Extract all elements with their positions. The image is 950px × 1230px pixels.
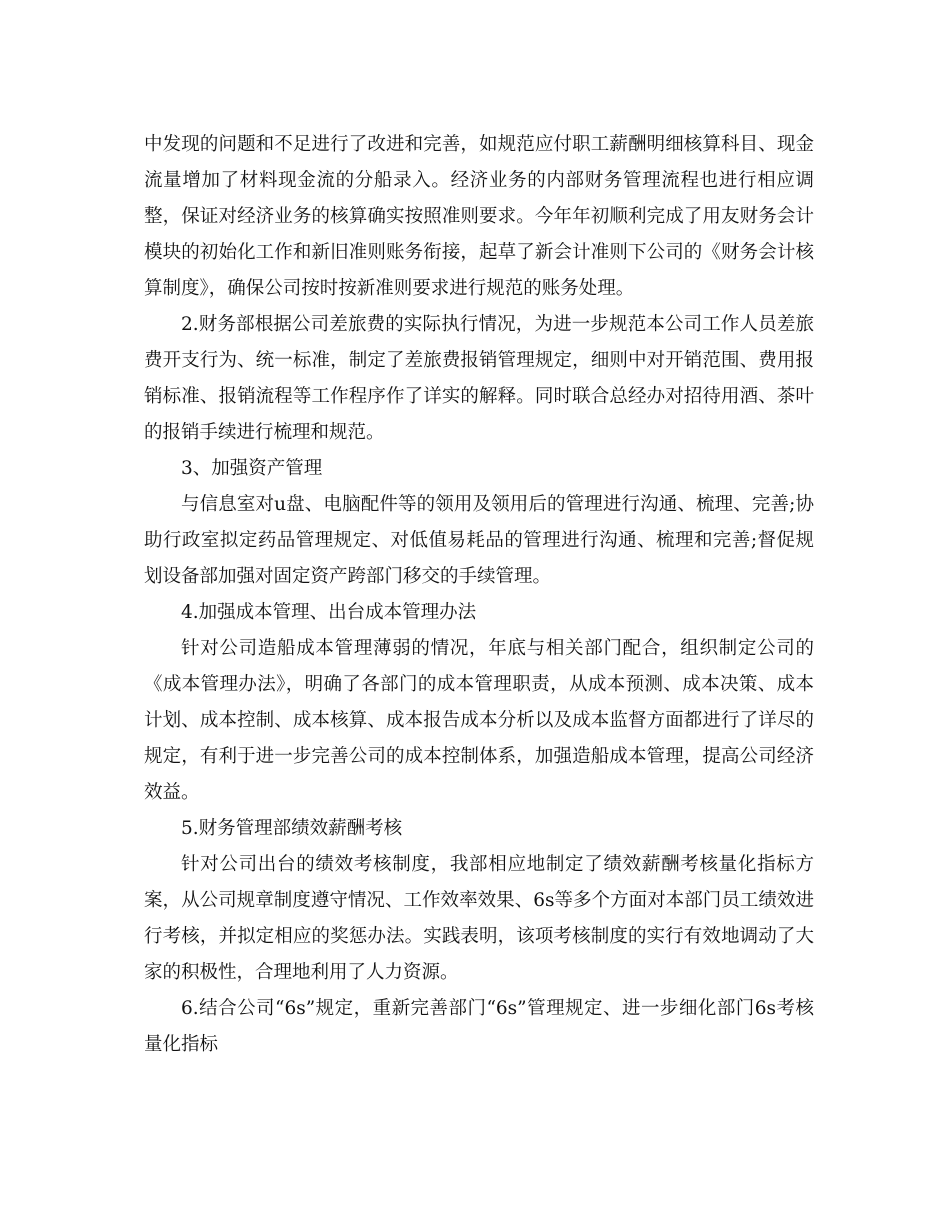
paragraph-continuation: 中发现的问题和不足进行了改进和完善，如规范应付职工薪酬明细核算科目、现金流量增加了材料现金流的分船录入。经济业务的内部财务管理流程也进行相应调整，保证对经济业务的核算确实按照准则要求。今年年初顺利完成了用友财务会计模块的初始化工作和新旧准则账务衔接，起草了新会计准则下公司的《财务会计核算制度》，确保公司按时按新准则要求进行规范的账务处理。	[144, 134, 814, 299]
paragraph-6s-rules: 6.结合公司“6s”规定，重新完善部门“6s”管理规定、进一步细化部门6s考核量化指标	[144, 998, 814, 1055]
paragraph-travel-expense: 2.财务部根据公司差旅费的实际执行情况，为进一步规范本公司工作人员差旅费开支行为、统一标准，制定了差旅费报销管理规定，细则中对开销范围、费用报销标准、报销流程等工作程序作了详实的解释。同时联合总经办对招待用酒、茶叶的报销手续进行梳理和规范。	[144, 314, 814, 443]
section-heading-asset-management: 3、加强资产管理	[181, 458, 323, 479]
paragraph-performance-review: 针对公司出台的绩效考核制度，我部相应地制定了绩效薪酬考核量化指标方案，从公司规章制度遵守情况、工作效率效果、6s等多个方面对本部门员工绩效进行考核，并拟定相应的奖惩办法。实践表明，该项考核制度的实行有效地调动了大家的积极性，合理地利用了人力资源。	[144, 854, 814, 983]
section-heading-cost-management: 4.加强成本管理、出台成本管理办法	[181, 602, 477, 623]
section-heading-performance-review: 5.财务管理部绩效薪酬考核	[181, 818, 403, 839]
paragraph-asset-management: 与信息室对u盘、电脑配件等的领用及领用后的管理进行沟通、梳理、完善;协助行政室拟定药品管理规定、对低值易耗品的管理进行沟通、梳理和完善;督促规划设备部加强对固定资产跨部门移交的手续管理。	[144, 494, 814, 587]
document-body	[144, 127, 814, 1063]
paragraph-cost-management: 针对公司造船成本管理薄弱的情况，年底与相关部门配合，组织制定公司的《成本管理办法》，明确了各部门的成本管理职责，从成本预测、成本决策、成本计划、成本控制、成本核算、成本报告成本分析以及成本监督方面都进行了详尽的规定，有利于进一步完善公司的成本控制体系，加强造船成本管理，提高公司经济效益。	[144, 638, 814, 803]
